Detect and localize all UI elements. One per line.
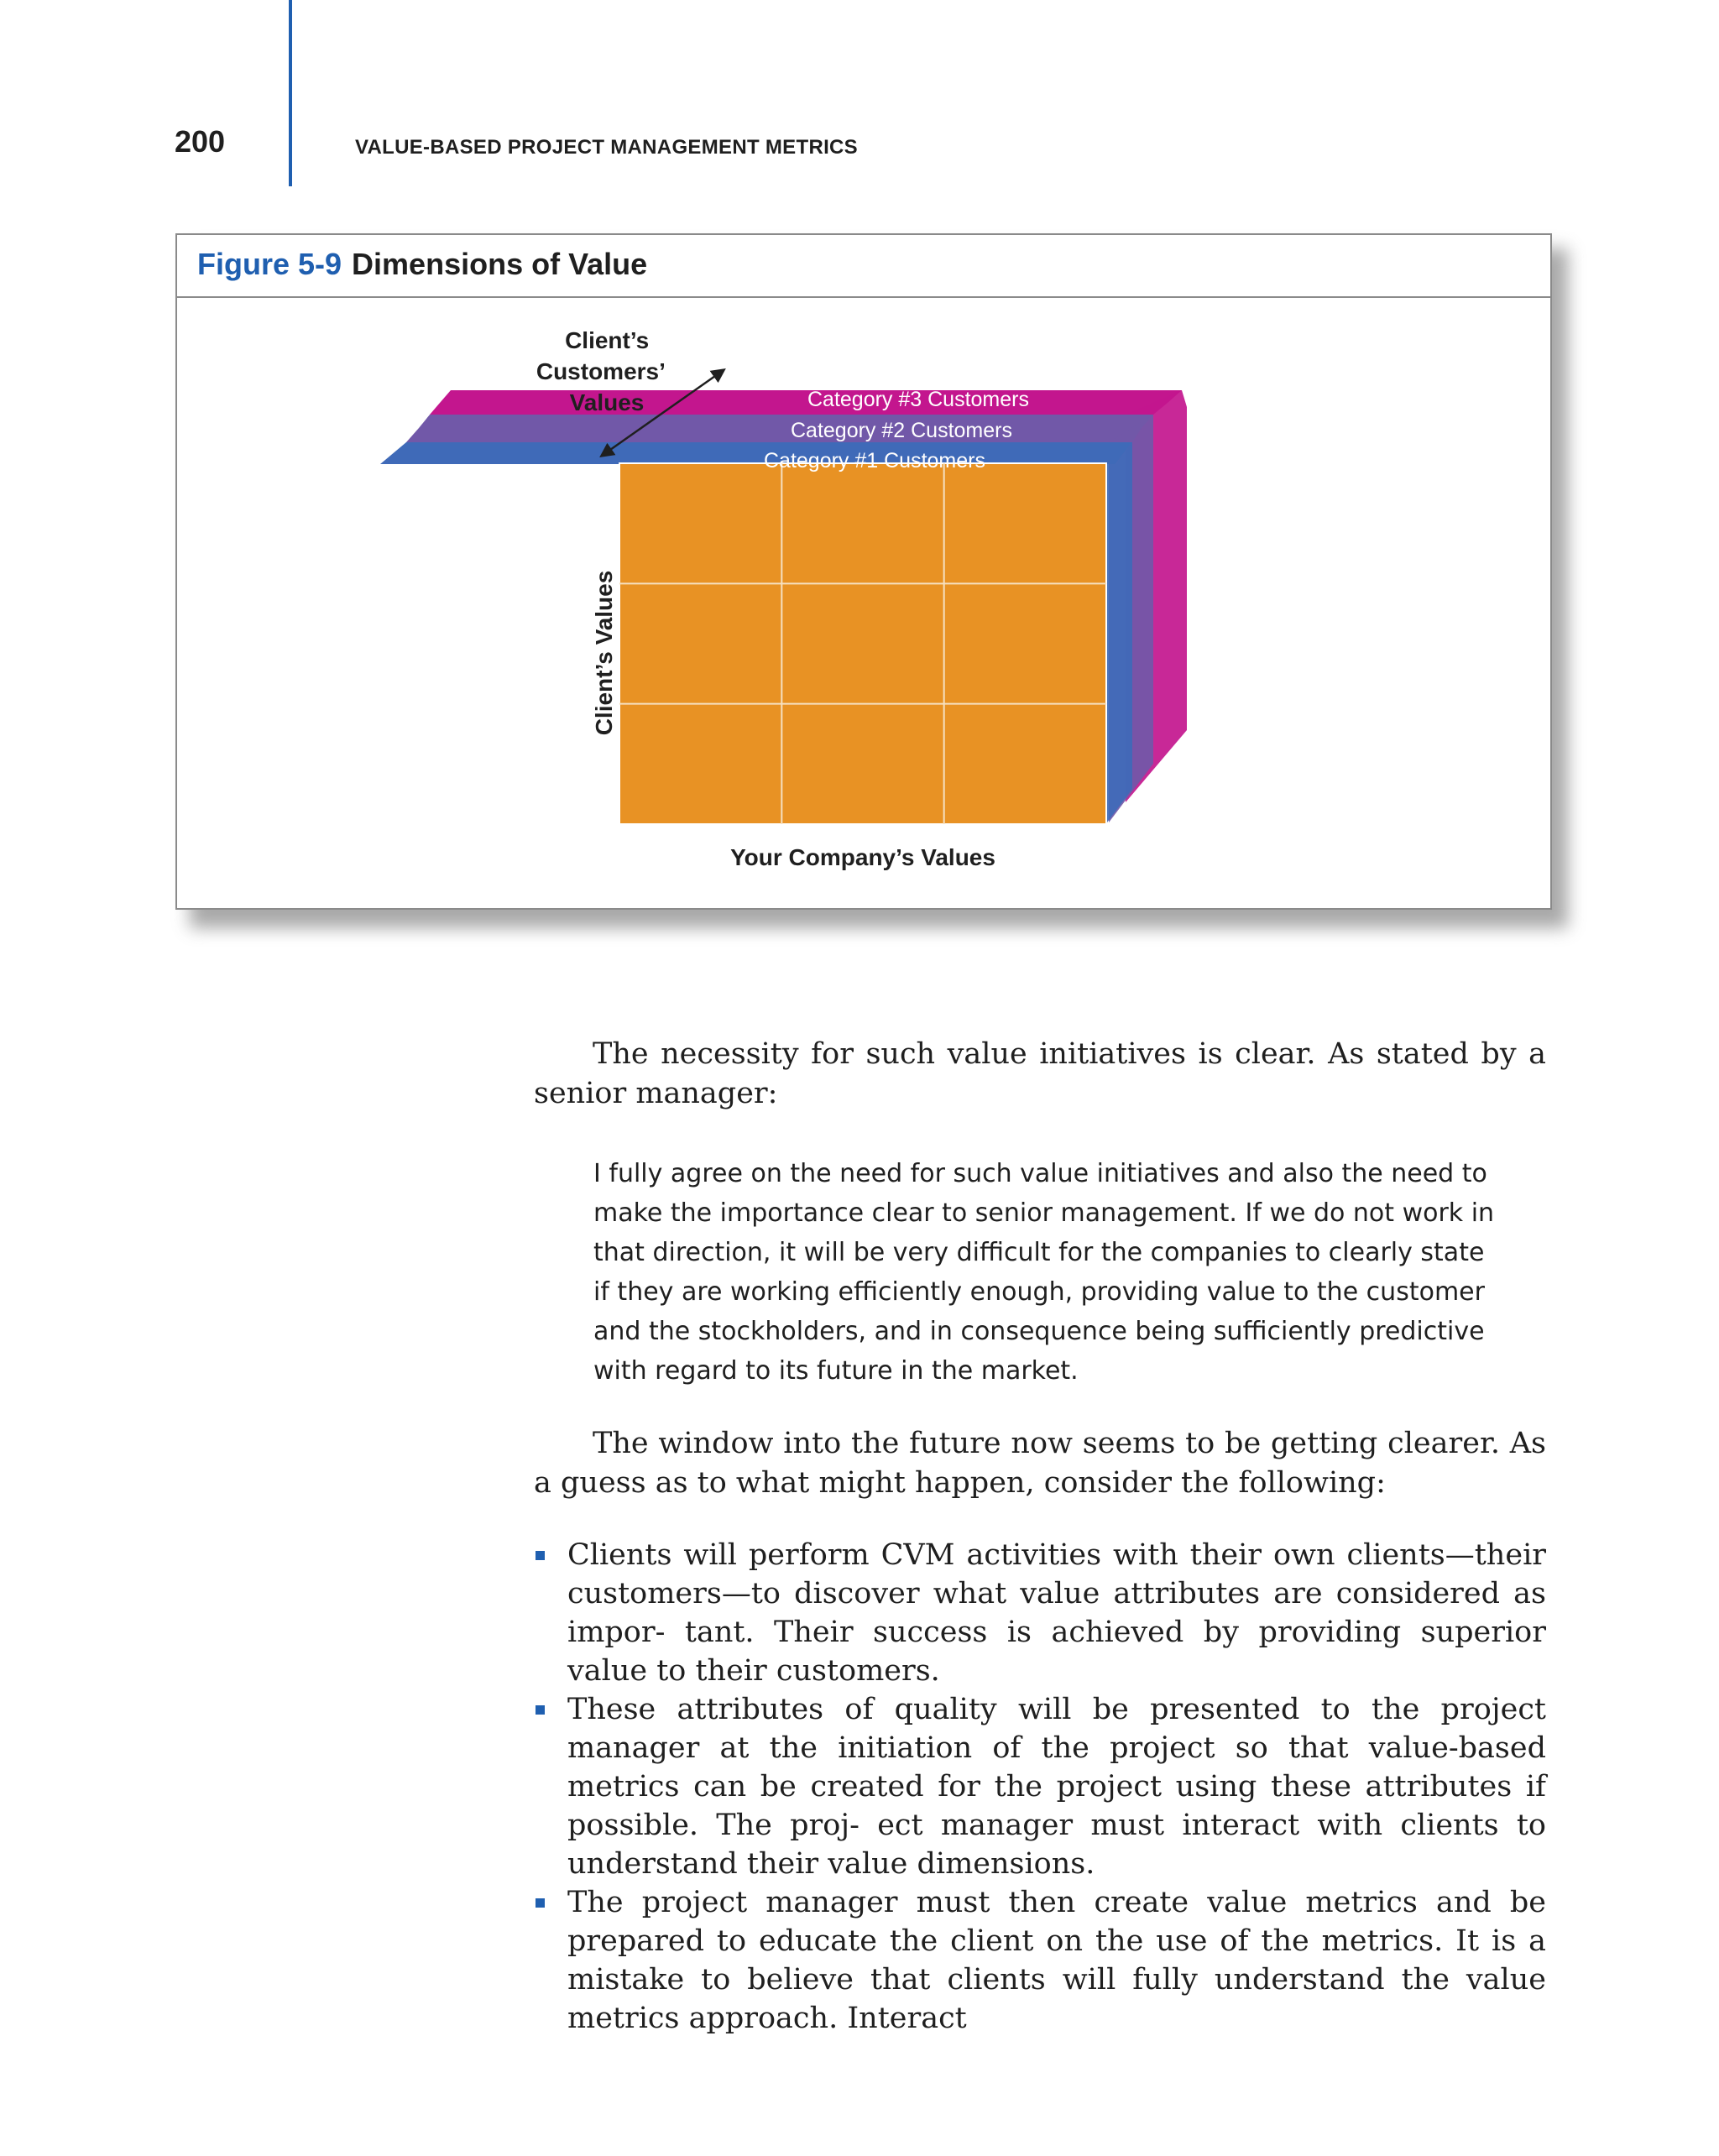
depth-axis-label-line-3: Values	[569, 389, 645, 415]
bullet-list	[534, 1536, 1546, 2038]
vertical-axis-label: Client’s Values	[591, 570, 617, 736]
list-item	[534, 1536, 1546, 1690]
list-item	[534, 1883, 1546, 2038]
list-item-text: The project manager must then create value metrics and be prepared to educate the client on the use of the metrics. It is a mistake to believe that clients will fully understand the value metrics approach. Interact	[567, 1886, 1546, 2035]
bullet-square-icon	[536, 1898, 545, 1908]
bullet-square-icon	[536, 1705, 545, 1715]
figure-label: Figure 5-9	[197, 247, 342, 281]
layer-1-side	[1107, 442, 1132, 822]
running-head: VALUE-BASED PROJECT MANAGEMENT METRICS	[355, 136, 858, 159]
horizontal-axis-label: Your Company’s Values	[730, 844, 995, 870]
layer-label-3: Category #3 Customers	[807, 388, 1030, 411]
layer-3-top-lower	[430, 403, 1168, 415]
figure-name: Dimensions of Value	[352, 247, 648, 281]
block-quote: I fully agree on the need for such value initiatives and also the need to make the importance clear to senior management. If we do not work in that direction, it will be very difficult for the companies to clearly state if they are working efficiently enough, providing value to the customer and the stockholders, and in consequence being sufficiently predictive with regard to its future in the market.	[593, 1159, 1495, 1386]
front-face	[619, 463, 1106, 824]
bullet-square-icon	[536, 1551, 545, 1560]
depth-axis-label-line-1: Client’s	[565, 327, 650, 353]
paragraph-1: The necessity for such value initiatives is clear. As stated by a senior manager:	[534, 1037, 1546, 1110]
paragraph-2: The window into the future now seems to be getting clearer. As a guess as to what might happen, consider the following:	[534, 1427, 1546, 1500]
list-item-text: Clients will perform CVM activities with their own clients—their customers—to discover what value attributes are considered as impor- tant. Their success is achieved by providing superior value to their customers.	[567, 1538, 1546, 1688]
figure-box	[175, 233, 1552, 910]
layer-2-top-lower	[406, 428, 1142, 442]
list-item-text: These attributes of quality will be presented to the project manager at the initiation of the project so that value-based metrics can be created for the project using these attributes if possible. The proj- ect manager must interact with clients to understand their value dimensions.	[567, 1693, 1546, 1881]
page-number: 200	[175, 124, 226, 159]
header-rule	[289, 0, 292, 186]
depth-axis-label-line-2: Customers’	[536, 358, 665, 384]
layer-label-2: Category #2 Customers	[790, 419, 1013, 442]
value-cube-diagram	[177, 235, 1554, 911]
list-item	[534, 1690, 1546, 1883]
layer-label-1: Category #1 Customers	[763, 449, 986, 472]
layer-2-top	[419, 415, 1153, 428]
layer-1-top	[380, 442, 1132, 464]
